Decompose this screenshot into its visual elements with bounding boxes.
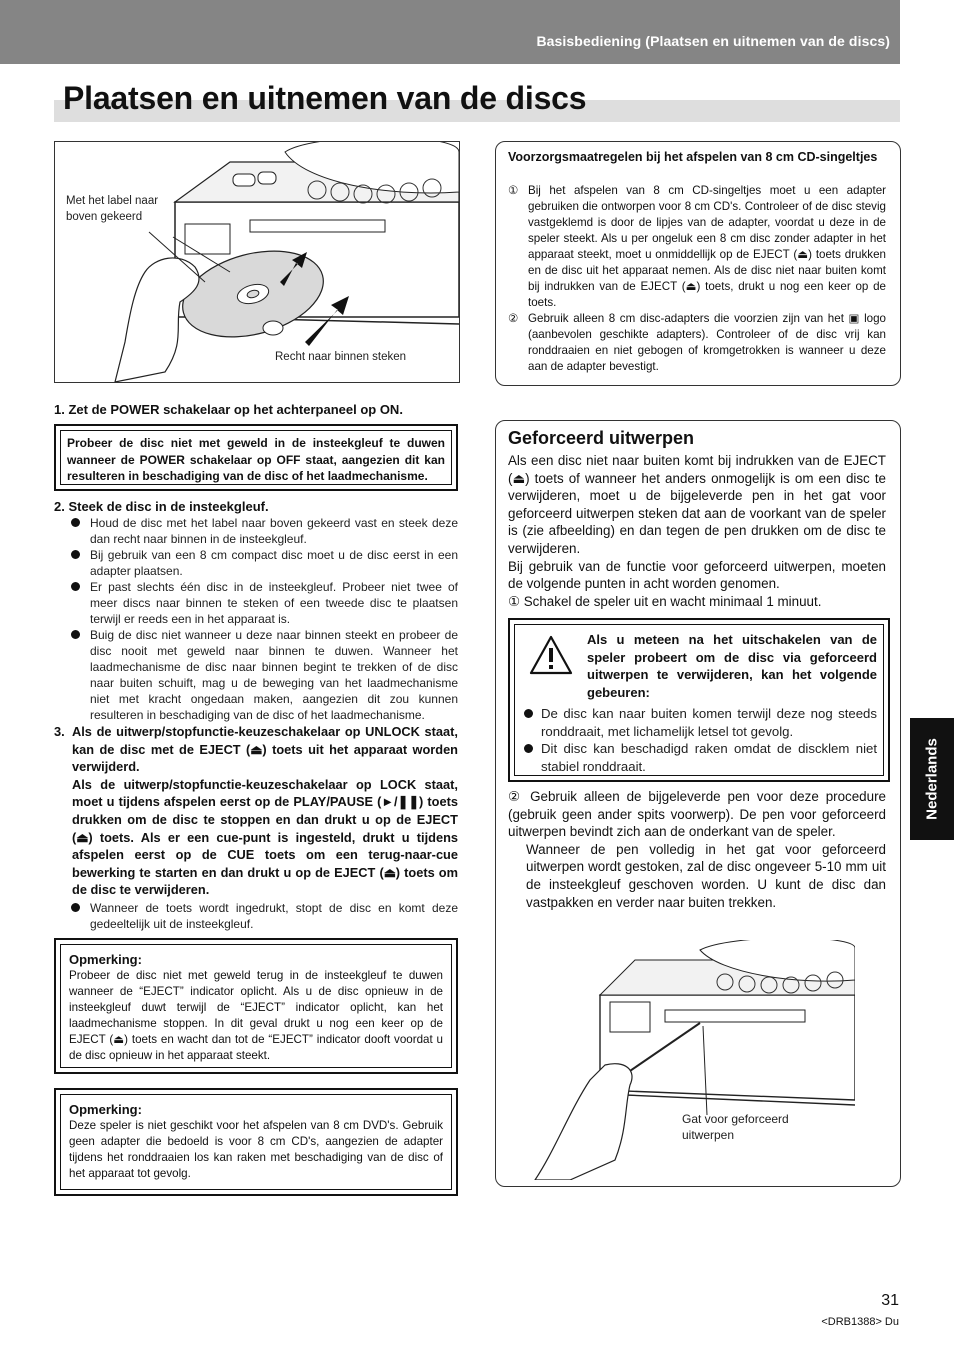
step-3-text: Als de uitwerp/stopfunctie-keuzeschakelaar op UNLOCK staat, kan de disc met de EJECT (⏏) toets uit het apparaat worden verwijderd. Als de uitwerp/stopfunctie-keuzeschakelaar op LOCK staat, moet u tijdens afspelen eerst op de PLAY/PAUSE (►/❚❚) toets drukken om de disc te stoppen en dan drukt u op de EJECT (⏏) toets. Als er een cue-punt is ingesteld, drukt u tijdens afspelen eerst op de CUE toets om een terug-naar-cue bewerking te starten en dan drukt u op de EJECT (⏏) toets om de disc te verwijderen. xyxy=(72,724,458,898)
bullet-icon xyxy=(71,630,80,639)
forced-eject-title: Geforceerd uitwerpen xyxy=(508,428,695,448)
power-warning-box xyxy=(54,424,458,491)
bullet-icon xyxy=(71,550,80,559)
disc-insert-illustration xyxy=(55,142,459,382)
note-text: Probeer de disc niet met geweld terug in de insteekgleuf te duwen wanneer de “EJECT” indicator oplicht. Als u de disc opnieuw in de insteekgleuf duwt terwijl de “EJECT” indicator oplicht, kan het laadmechanisme stoppen. In dit geval drukt u nog een keer op de EJECT (⏏) toets en wacht dan tot de “EJECT” indicator dooft voordat u de disc opnieuw in het apparaat steekt. xyxy=(69,969,443,1062)
precaution-item: ② Gebruik alleen 8 cm disc-adapters die voorzien zijn van het ▣ logo (aanbevolen geschikte adapters). Controleer of de disc vrij kan ronddraaien en niet gebogen of kromgetrokken is wanneer u deze aan de adapter bevestigt. xyxy=(508,312,886,373)
note-title: Opmerking: xyxy=(69,1102,142,1117)
precautions-title: Voorzorgsmaatregelen bij het afspelen van 8 cm CD-singeltjes xyxy=(508,150,878,164)
step-3-number: 3. xyxy=(54,724,65,739)
figure-disc-insert xyxy=(54,141,460,383)
warning-heading: Als u meteen na het uitschakelen van de speler probeert om de disc via geforceerd uitwerpen te verwijderen, kan het volgende gebeuren: xyxy=(587,632,877,700)
page-number: 31 xyxy=(881,1292,899,1309)
step-2-bullets xyxy=(54,515,458,723)
page-title: Plaatsen en uitnemen van de discs xyxy=(63,80,587,116)
note-box-eject xyxy=(54,938,458,1074)
language-tab xyxy=(910,718,954,840)
bullet-icon xyxy=(524,744,533,753)
list-item: Bij gebruik van een 8 cm compact disc moet u de disc eerst in een adapter plaatsen. xyxy=(54,547,458,579)
list-item: Wanneer de toets wordt ingedrukt, stopt de disc en komt deze gedeeltelijk uit de insteekgleuf. xyxy=(54,900,458,932)
bullet-icon xyxy=(524,709,533,718)
bullet-icon xyxy=(71,582,80,591)
language-tab-label: Nederlands xyxy=(923,738,941,820)
bullet-icon xyxy=(71,903,80,912)
list-item: Houd de disc met het label naar boven gekeerd vast en steek deze dan recht naar binnen in de insteekgleuf. xyxy=(54,515,458,547)
forced-eject-intro: Als een disc niet naar buiten komt bij indrukken van de EJECT (⏏) toets of wanneer het anders onmogelijk is om een disc te verwijderen, moet u de bijgeleverde pen in het gat voor geforceerd uitwerpen steken dat aan de voorkant van de speler is (zie afbeelding) en dan tegen de pen drukken om de disc te verwijderen. Bij gebruik van de functie voor geforceerd uitwerpen, moeten de volgende punten in acht worden genomen. ① Schakel de speler uit en wacht minimaal 1 minuut. xyxy=(508,453,886,609)
list-item: Er past slechts één disc in de insteekgleuf. Probeer niet twee of meer discs naar binnen te steken of een tweede disc te plaatsen terwijl er reeds een in het apparaat is. xyxy=(54,579,458,627)
bullet-icon xyxy=(71,518,80,527)
step-2: 2. Steek de disc in de insteekgleuf. xyxy=(54,499,269,514)
section-header: Basisbediening (Plaatsen en uitnemen van de discs) xyxy=(536,33,890,49)
note-title: Opmerking: xyxy=(69,952,142,967)
forced-eject-warning-box xyxy=(508,618,890,782)
step-1: 1. Zet de POWER schakelaar op het achterpaneel op ON. xyxy=(54,402,403,417)
warning-triangle-icon xyxy=(529,635,573,675)
label-insert-straight: Recht naar binnen steken xyxy=(275,351,407,363)
list-item: De disc kan naar buiten komen terwijl deze nog steeds ronddraait, met lichamelijk letsel tot gevolg. xyxy=(515,705,877,740)
label-face-up: Met het label naar boven gekeerd xyxy=(66,195,159,223)
document-id: <DRB1388> Du xyxy=(821,1316,899,1328)
forced-eject-illustration xyxy=(515,940,855,1180)
step-3-bullets xyxy=(54,900,458,932)
note-text: Deze speler is niet geschikt voor het afspelen van 8 cm DVD's. Gebruik geen adapter die bedoeld is voor 8 cm CD's, aangezien de adapter tijdens het ronddraaien los kan raken met beschadiging van de disc of het apparaat tot gevolg. xyxy=(69,1119,443,1180)
warning-bullets xyxy=(515,705,877,775)
header-bar xyxy=(0,0,900,64)
note-box-dvd xyxy=(54,1088,458,1196)
power-warning-text: Probeer de disc niet met geweld in de insteekgleuf te duwen wanneer de POWER schakelaar op OFF staat, aangezien dit kan resulteren in beschadiging van de disc of het laadmechanisme. xyxy=(60,430,452,485)
list-item: Buig de disc niet wanneer u deze naar binnen steekt en probeer de disc nooit met geweld naar binnen te duwen. Wanneer het laadmechanisme de disc naar binnen begint te trekken of de disc naar buiten schuift, mag u de beweging van het laadmechanisme niet met kracht ongedaan maken, aangezien dit zou kunnen resulteren in beschadiging van de disc of het laadmechanisme. xyxy=(54,627,458,723)
forced-eject-point-2: ② Gebruik alleen de bijgeleverde pen voor deze procedure (gebruik geen ander spits voorwerp). De pen voor geforceerd uitwerpen bevindt zich aan de onderkant van de speler. Wanneer de pen volledig in het gat voor geforceerd uitwerpen wordt gestoken, zal de disc ongeveer 5-10 mm uit de insteekgleuf geschoven worden. U kunt de disc dan vastpakken en verder naar buiten trekken. xyxy=(508,789,886,910)
list-item: Dit disc kan beschadigd raken omdat de discklem niet stabiel ronddraait. xyxy=(515,740,877,775)
label-eject-hole: Gat voor geforceerd uitwerpen xyxy=(682,1112,789,1142)
precaution-item: ① Bij het afspelen van 8 cm CD-singeltjes moet u een adapter gebruiken die ontworpen voor 8 cm CD's. Controleer of de disc stevig vastgeklemd is door de lipjes van de adapter, voordat u deze in de speler steekt. Als u per ongeluk een 8 cm disc zonder adapter in het apparaat steekt, moet u onmiddellijk op de EJECT (⏏) toets drukken en de disc uit het apparaat nemen. Als de disc niet naar buiten komt bij indrukken van de EJECT (⏏) toets, drukt u nog een keer op de toets. xyxy=(508,184,886,309)
precautions-list xyxy=(508,183,886,375)
